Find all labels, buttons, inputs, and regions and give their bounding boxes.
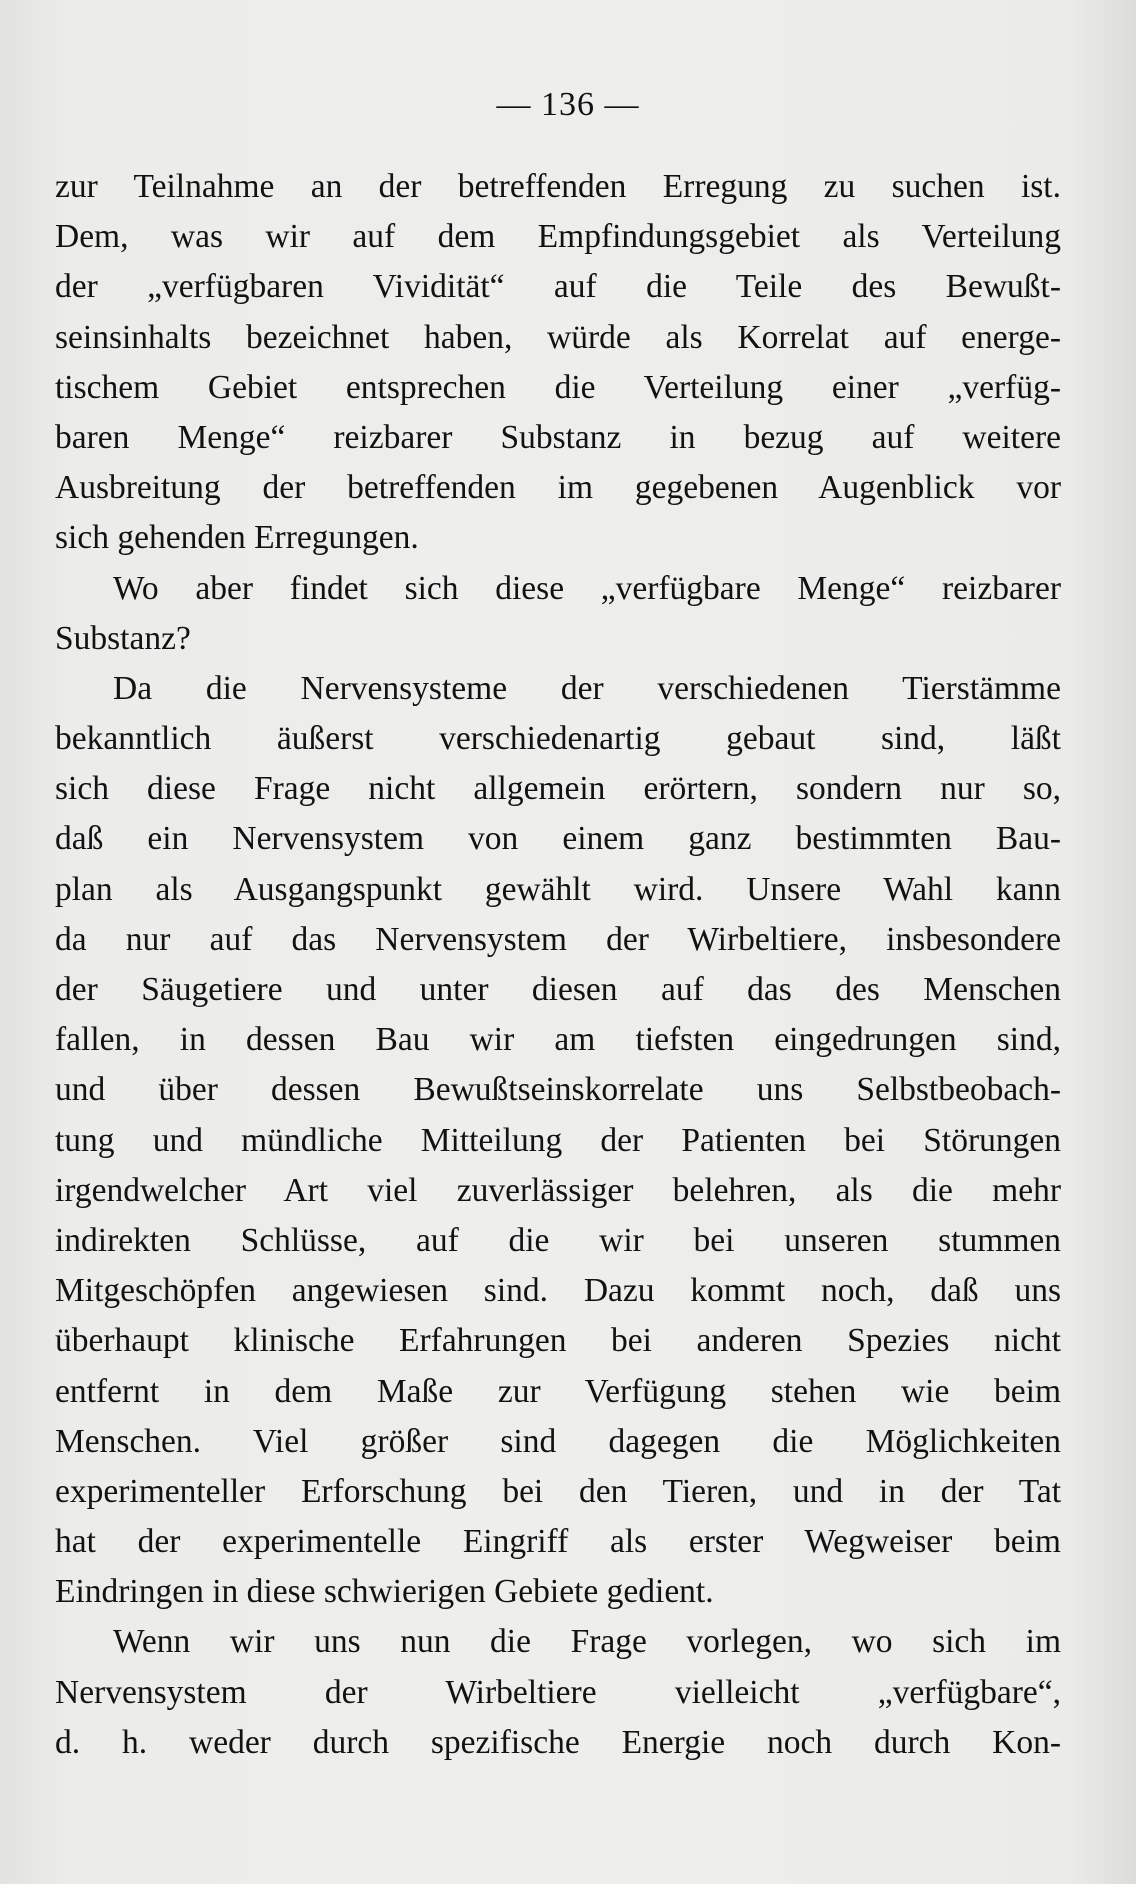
- text-line: und über dessen Bewußtseinskorrelate uns Selbstbeobach-: [55, 1071, 1061, 1109]
- text-line: Substanz?: [55, 619, 191, 657]
- text-line: Da die Nervensysteme der verschiedenen Tierstämme: [113, 669, 1061, 707]
- text-line: Menschen. Viel größer sind dagegen die Möglichkeiten: [55, 1422, 1061, 1460]
- text-line: sich gehenden Erregungen.: [55, 519, 419, 557]
- text-line: tung und mündliche Mitteilung der Patienten bei Störungen: [55, 1121, 1061, 1159]
- text-line: sich diese Frage nicht allgemein erörtern, sondern nur so,: [55, 770, 1061, 808]
- text-line: indirekten Schlüsse, auf die wir bei unseren stummen: [55, 1221, 1061, 1259]
- text-line: Mitgeschöpfen angewiesen sind. Dazu kommt noch, daß uns: [55, 1272, 1061, 1310]
- text-line: bekanntlich äußerst verschiedenartig gebaut sind, läßt: [55, 720, 1061, 758]
- text-line: tischem Gebiet entsprechen die Verteilung einer „verfüg-: [55, 368, 1061, 406]
- text-line: Wo aber findet sich diese „verfügbare Menge“ reizbarer: [113, 569, 1061, 607]
- text-line: Ausbreitung der betreffenden im gegebenen Augenblick vor: [55, 469, 1061, 507]
- text-line: irgendwelcher Art viel zuverlässiger belehren, als die mehr: [55, 1171, 1061, 1209]
- text-line: seinsinhalts bezeichnet haben, würde als Korrelat auf energe-: [55, 318, 1061, 356]
- text-line: baren Menge“ reizbarer Substanz in bezug auf weitere: [55, 418, 1061, 456]
- text-line: der „verfügbaren Vividität“ auf die Teile des Bewußt-: [55, 268, 1061, 306]
- text-line: entfernt in dem Maße zur Verfügung stehen wie beim: [55, 1372, 1061, 1410]
- text-line: Dem, was wir auf dem Empfindungsgebiet als Verteilung: [55, 218, 1061, 256]
- text-line: experimenteller Erforschung bei den Tieren, und in der Tat: [55, 1472, 1061, 1510]
- text-line: der Säugetiere und unter diesen auf das des Menschen: [55, 971, 1061, 1008]
- text-line: da nur auf das Nervensystem der Wirbeltiere, insbesondere: [55, 920, 1061, 958]
- text-line: zur Teilnahme an der betreffenden Erregung zu suchen ist.: [55, 168, 1061, 205]
- text-line: daß ein Nervensystem von einem ganz bestimmten Bau-: [55, 820, 1061, 858]
- text-line: fallen, in dessen Bau wir am tiefsten eingedrungen sind,: [55, 1021, 1061, 1059]
- text-line: hat der experimentelle Eingriff als erster Wegweiser beim: [55, 1523, 1061, 1561]
- text-line: plan als Ausgangspunkt gewählt wird. Unsere Wahl kann: [55, 870, 1061, 908]
- body-text: [55, 162, 1061, 1768]
- text-line: Eindringen in diese schwierigen Gebiete gedient.: [55, 1573, 714, 1611]
- text-line: Nervensystem der Wirbeltiere vielleicht „verfügbare“,: [55, 1673, 1061, 1711]
- text-line: Wenn wir uns nun die Frage vorlegen, wo sich im: [113, 1623, 1061, 1661]
- text-line: überhaupt klinische Erfahrungen bei anderen Spezies nicht: [55, 1322, 1061, 1360]
- text-line: d. h. weder durch spezifische Energie noch durch Kon-: [55, 1723, 1061, 1761]
- page-number: — 136 —: [496, 86, 640, 123]
